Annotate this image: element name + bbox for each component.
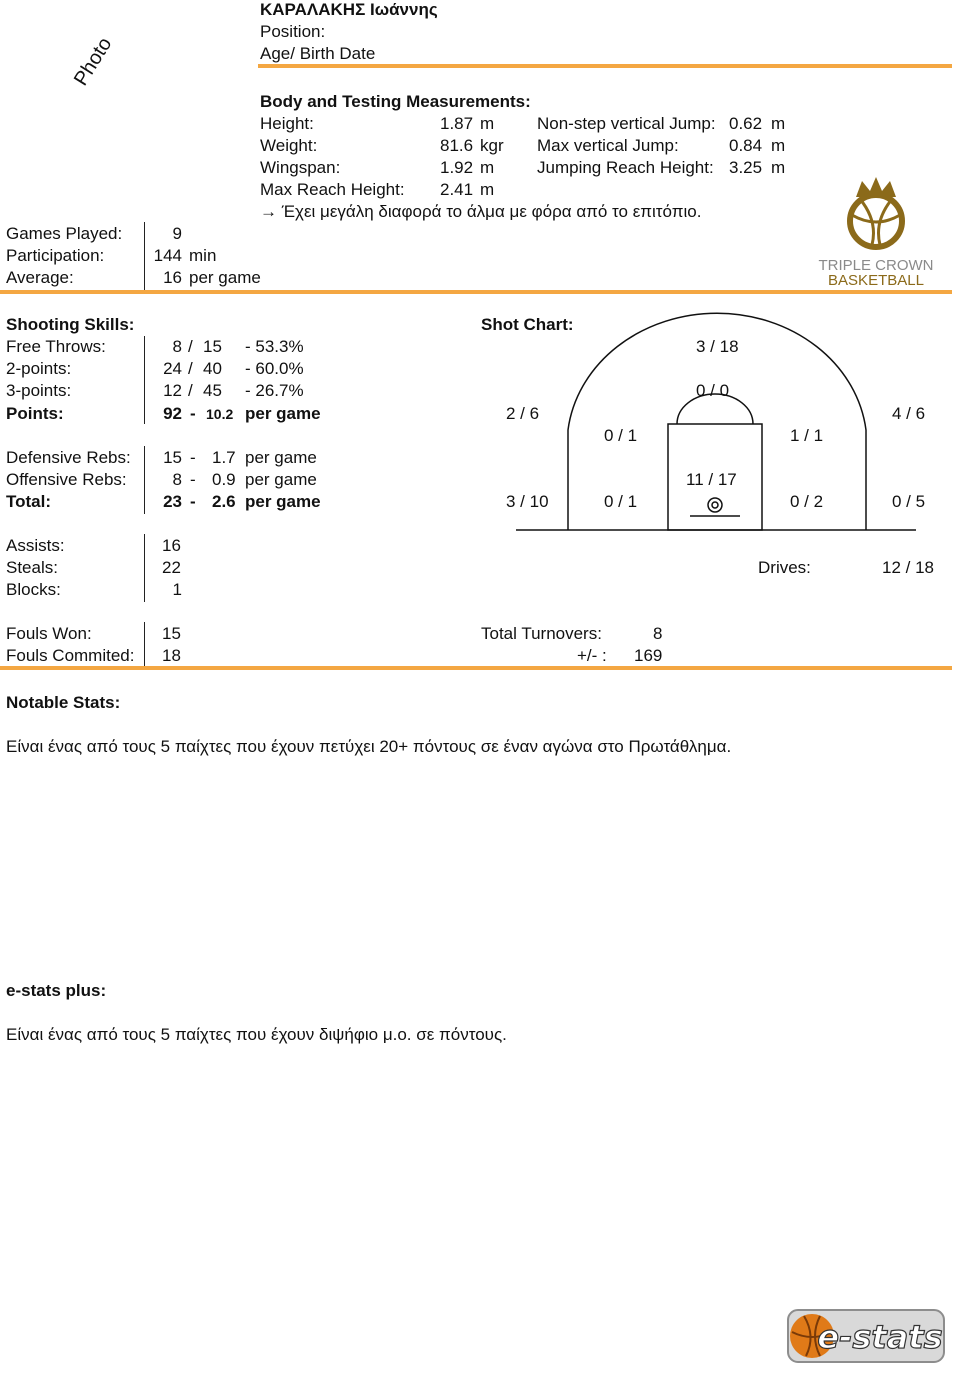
tot-reb-unit: per game bbox=[245, 492, 321, 511]
maxvert-label: Max vertical Jump: bbox=[537, 136, 679, 155]
hoop-icon bbox=[708, 498, 722, 512]
fouls-commited-value: 18 bbox=[162, 646, 181, 665]
zone-left-corner-three: 3 / 10 bbox=[506, 492, 549, 511]
nonstep-label: Non-step vertical Jump: bbox=[537, 114, 716, 133]
estats-plus-text: Είναι ένας από τους 5 παίχτες που έχουν διψήφιο μ.ο. σε πόντους. bbox=[6, 1025, 507, 1044]
fouls-divider bbox=[144, 622, 145, 668]
off-reb-total: 8 bbox=[172, 470, 182, 489]
weight-unit: kgr bbox=[480, 136, 504, 155]
age-label: Age/ Birth Date bbox=[260, 44, 376, 63]
player-name: ΚΑΡΑΛΑΚΗΣ Ιωάννης bbox=[260, 0, 438, 19]
wingspan-value: 1.92 bbox=[440, 158, 474, 177]
turnovers-value: 8 bbox=[653, 624, 663, 643]
triple-crown-logo bbox=[800, 175, 952, 287]
off-reb-unit: per game bbox=[245, 470, 317, 489]
average-value: 16 bbox=[163, 268, 182, 287]
triple-crown-text: TRIPLE CROWN bbox=[818, 257, 934, 274]
nonstep-unit: m bbox=[771, 114, 786, 133]
minutes-unit: min bbox=[189, 246, 217, 265]
height-value: 1.87 bbox=[440, 114, 474, 133]
jumpreach-unit: m bbox=[771, 158, 786, 177]
estats-logo bbox=[786, 1308, 946, 1364]
maxvert-unit: m bbox=[771, 136, 786, 155]
games-value: 9 bbox=[172, 224, 182, 243]
zone-left-baseline: 0 / 1 bbox=[604, 492, 638, 511]
estats-logo-text: e-stats bbox=[817, 1318, 943, 1356]
fg2-att: 40 bbox=[203, 359, 222, 378]
fg3-made: 12 bbox=[163, 381, 182, 400]
points-avg: 10.2 bbox=[206, 406, 234, 422]
shotchart-title: Shot Chart: bbox=[481, 315, 574, 334]
zone-right-elbow: 1 / 1 bbox=[790, 426, 824, 445]
zone-left-elbow: 0 / 1 bbox=[604, 426, 638, 445]
fouls-won-value: 15 bbox=[162, 624, 181, 643]
jump-note: → Έχει μεγάλη διαφορά το άλμα με φόρα από το επιτόπιο. bbox=[260, 202, 702, 221]
def-reb-label: Defensive Rebs: bbox=[6, 448, 131, 467]
tot-reb-label: Total: bbox=[6, 492, 52, 511]
notable-text: Είναι ένας από τους 5 παίχτες που έχουν πετύχει 20+ πόντους σε έναν αγώνα στο Πρωτάθλημα. bbox=[6, 737, 732, 756]
ft-pct: - 53.3% bbox=[245, 337, 304, 356]
weight-value: 81.6 bbox=[440, 136, 474, 155]
def-reb-avg: 1.7 bbox=[212, 448, 236, 467]
section-rule-2 bbox=[0, 666, 952, 670]
other-divider bbox=[144, 534, 145, 602]
zone-right-wing-three: 4 / 6 bbox=[892, 404, 926, 423]
notable-title: Notable Stats: bbox=[6, 693, 121, 712]
zone-restricted: 0 / 0 bbox=[696, 381, 730, 400]
section-rule-1 bbox=[0, 290, 952, 294]
fg3-att: 45 bbox=[203, 381, 222, 400]
measurements-title: Body and Testing Measurements: bbox=[260, 92, 531, 111]
def-reb-total: 15 bbox=[163, 448, 182, 467]
position-label: Position: bbox=[260, 22, 326, 41]
estats-plus-title: e-stats plus: bbox=[6, 981, 107, 1000]
tot-reb-total: 23 bbox=[163, 492, 182, 511]
average-unit: per game bbox=[189, 268, 261, 287]
shooting-divider bbox=[144, 336, 145, 424]
maxreach-value: 2.41 bbox=[440, 180, 474, 199]
maxvert-value: 0.84 bbox=[729, 136, 763, 155]
ft-att: 15 bbox=[203, 337, 222, 356]
nonstep-value: 0.62 bbox=[729, 114, 763, 133]
plusminus-label: +/- : bbox=[577, 646, 607, 665]
basketball-text: BASKETBALL bbox=[828, 272, 924, 287]
games-label: Games Played: bbox=[6, 224, 123, 243]
drives-value: 12 / 18 bbox=[882, 558, 934, 577]
average-label: Average: bbox=[6, 268, 74, 287]
def-reb-unit: per game bbox=[245, 448, 317, 467]
minutes-label: Participation: bbox=[6, 246, 105, 265]
photo-placeholder-label: Photo bbox=[70, 33, 117, 90]
minutes-value: 144 bbox=[153, 246, 182, 265]
ft-made: 8 bbox=[172, 337, 182, 356]
maxreach-unit: m bbox=[480, 180, 495, 199]
wingspan-unit: m bbox=[480, 158, 495, 177]
zone-right-baseline: 0 / 2 bbox=[790, 492, 824, 511]
plusminus-value: 169 bbox=[634, 646, 663, 665]
height-label: Height: bbox=[260, 114, 314, 133]
fouls-won-label: Fouls Won: bbox=[6, 624, 92, 643]
maxreach-label: Max Reach Height: bbox=[260, 180, 405, 199]
wingspan-label: Wingspan: bbox=[260, 158, 341, 177]
off-reb-label: Offensive Rebs: bbox=[6, 470, 127, 489]
points-unit: per game bbox=[245, 404, 321, 423]
rebounds-divider bbox=[144, 446, 145, 514]
shooting-title: Shooting Skills: bbox=[6, 315, 135, 334]
participation-divider bbox=[144, 222, 145, 290]
fg2-made: 24 bbox=[163, 359, 182, 378]
jumpreach-value: 3.25 bbox=[729, 158, 763, 177]
zone-left-wing-three: 2 / 6 bbox=[506, 404, 540, 423]
zone-right-corner-three: 0 / 5 bbox=[892, 492, 926, 511]
blocks-label: Blocks: bbox=[6, 580, 61, 599]
turnovers-label: Total Turnovers: bbox=[481, 624, 602, 643]
fg3-pct: - 26.7% bbox=[245, 381, 304, 400]
jumpreach-label: Jumping Reach Height: bbox=[537, 158, 714, 177]
assists-label: Assists: bbox=[6, 536, 65, 555]
height-unit: m bbox=[480, 114, 495, 133]
fg3-label: 3-points: bbox=[6, 381, 72, 400]
steals-value: 22 bbox=[162, 558, 181, 577]
fg2-label: 2-points: bbox=[6, 359, 72, 378]
drives-label: Drives: bbox=[758, 558, 811, 577]
assists-value: 16 bbox=[162, 536, 181, 555]
points-label: Points: bbox=[6, 404, 64, 423]
fg2-pct: - 60.0% bbox=[245, 359, 304, 378]
header-rule bbox=[258, 64, 952, 68]
off-reb-avg: 0.9 bbox=[212, 470, 236, 489]
tot-reb-avg: 2.6 bbox=[212, 492, 236, 511]
points-total: 92 bbox=[163, 404, 182, 423]
zone-top-three: 3 / 18 bbox=[696, 337, 739, 356]
steals-label: Steals: bbox=[6, 558, 58, 577]
fouls-commited-label: Fouls Commited: bbox=[6, 646, 135, 665]
ft-label: Free Throws: bbox=[6, 337, 106, 356]
blocks-value: 1 bbox=[172, 580, 182, 599]
zone-paint: 11 / 17 bbox=[686, 470, 737, 489]
weight-label: Weight: bbox=[260, 136, 318, 155]
